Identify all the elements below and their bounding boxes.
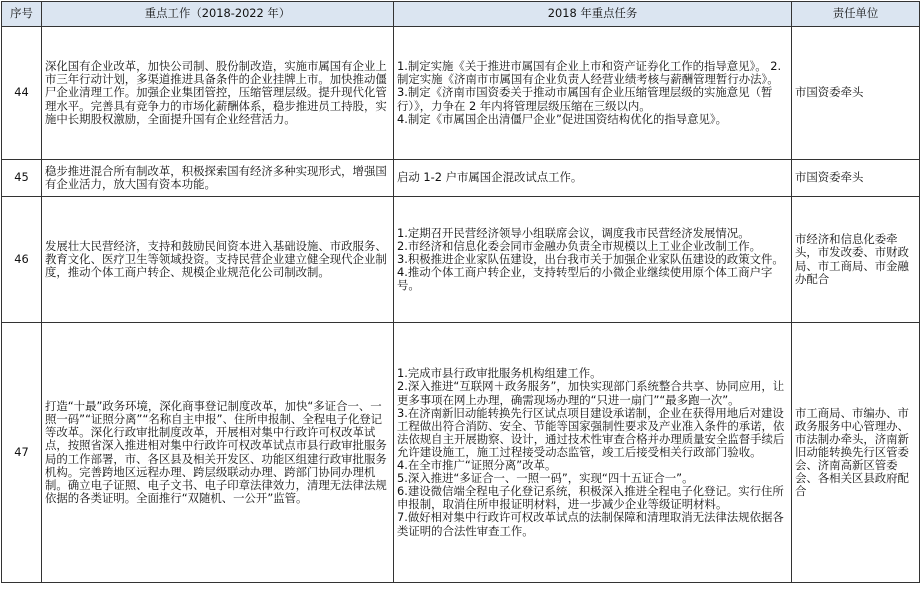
tasks-cell [394,197,792,323]
key-work-cell: 深化国有企业改革，加快公司制、股份制改造，实施市属国有企业上市三年行动计划，多渠道推进具备条件的企业挂牌上市。加快推动僵尸企业清理工作。加强企业集团管控，压缩管理层级。提升现代化管理水平。完善具有竞争力的市场化薪酬体系，稳步推进员工持股，实施中长期股权激励，全面提升国有企业经营活力。 [42,27,394,160]
row-number: 46 [2,197,42,323]
task-item: 7.做好相对集中行政许可权改革试点的法制保障和清理取消无法律法规依据各类证明的合法性审查工作。 [397,510,784,538]
task-item: 2.市经济和信息化委会同市金融办负责全市规模以上工业企业改制工作。 [397,238,761,253]
header-key-work: 重点工作（2018-2022 年） [42,2,394,27]
row-number: 45 [2,160,42,197]
tasks-cell [394,27,792,160]
tasks-cell [394,160,792,197]
task-item: 1.完成市县行政审批服务机构组建工作。 [397,366,602,381]
task-item: 启动 1-2 户市属国企混改试点工作。 [397,170,583,185]
task-item: 3.在济南新旧动能转换先行区试点项目建设承诺制，企业在获得用地后对建设工程做出符合消防、安全、节能等国家强制性要求及产业准入条件的承诺，依法依规自主开展勘察、设计，通过技术性审查合格并办理质量安全监督手续后允许建设施工，施工过程接受动态监管，竣工后接受相关行政部门验收。 [397,405,785,459]
task-item: 4.在全市推广“证照分离”改革。 [397,458,557,473]
key-work-cell: 稳步推进混合所有制改革，积极探索国有经济多种实现形式，增强国有企业活力，放大国有资本功能。 [42,160,394,197]
responsible-unit-cell: 市国资委牵头 [792,160,920,197]
header-2018-tasks: 2018 年重点任务 [394,2,792,27]
responsible-unit-cell: 市经济和信息化委牵头，市发改委、市财政局、市工商局、市金融办配合 [792,197,920,323]
tasks-cell [394,323,792,583]
key-work-cell: 发展壮大民营经济，支持和鼓励民间资本进入基础设施、市政服务、教育文化、医疗卫生等领域投资。支持民营企业建立健全现代企业制度，推动个体工商户转企、规模企业规范化公司制改制。 [42,197,394,323]
task-item: 2.深入推进“互联网＋政务服务”，加快实现部门系统整合共享、协同应用，让更多事项在网上办理，确需现场办理的“只进一扇门”“最多跑一次”。 [397,379,785,407]
header-seq: 序号 [2,2,42,27]
row-number: 44 [2,27,42,160]
task-item: 4.推动个体工商户转企业，支持转型后的小微企业继续使用原个体工商户字号。 [397,265,773,293]
header-responsible-unit: 责任单位 [792,2,920,27]
task-item: 3.积极推进企业家队伍建设，出台我市关于加强企业家队伍建设的政策文件。 [397,251,784,266]
task-item: 5.深入推进“多证合一、一照一码”，实现“四十五证合一”。 [397,471,694,486]
responsible-unit-cell: 市工商局、市编办、市政务服务中心管理办、市法制办牵头，济南新旧动能转换先行区管委会、济南高新区管委会、各相关区县政府配合 [792,323,920,583]
table-row [2,323,920,583]
task-item: 1.制定实施《关于推进市属国有企业上市和资产证券化工作的指导意见》。 2.制定实施《济南市市属国有企业负责人经营业绩考核与薪酬管理暂行办法》。 [397,59,782,87]
header-row [2,2,920,27]
table-row [2,27,920,160]
table-row [2,197,920,323]
key-work-table [1,1,920,583]
task-item: 6.建设微信端全程电子化登记系统，积极深入推进全程电子化登记。实行住所申报制，取消住所申报证明材料，进一步减少企业等级证明材料。 [397,484,784,512]
key-work-cell: 打造“十最”政务环境，深化商事登记制度改革，加快“多证合一、一照一码”“证照分离”“名称自主申报”、住所申报制、全程电子化登记等改革。深化行政审批制度改革，开展相对集中行政许可权改革试点，按照省深入推进相对集中行政许可权改革试点市县行政审批服务局的工作部署，市、各区县及相关开发区、功能区组建行政审批服务机构。完善跨地区远程办理、跨层级联动办理、跨部门协同办理机制。确立电子证照、电子文书、电子印章法律效力，清理无法律法规依据的各类证明。全面推行“双随机、一公开”监管。 [42,323,394,583]
task-item: 4.制定《市属国企出清僵尸企业”促进国资结构优化的指导意见》。 [397,111,728,126]
task-item: 1.定期召开民营经济领导小组联席会议，调度我市民营经济发展情况。 [397,225,750,240]
table-row [2,160,920,197]
task-item: 3.制定《济南市国资委关于推动市属国有企业压缩管理层级的实施意见（暂行）》，力争在 2 年内将管理层级压缩在三级以内。 [397,85,773,113]
row-number: 47 [2,323,42,583]
responsible-unit-cell: 市国资委牵头 [792,27,920,160]
